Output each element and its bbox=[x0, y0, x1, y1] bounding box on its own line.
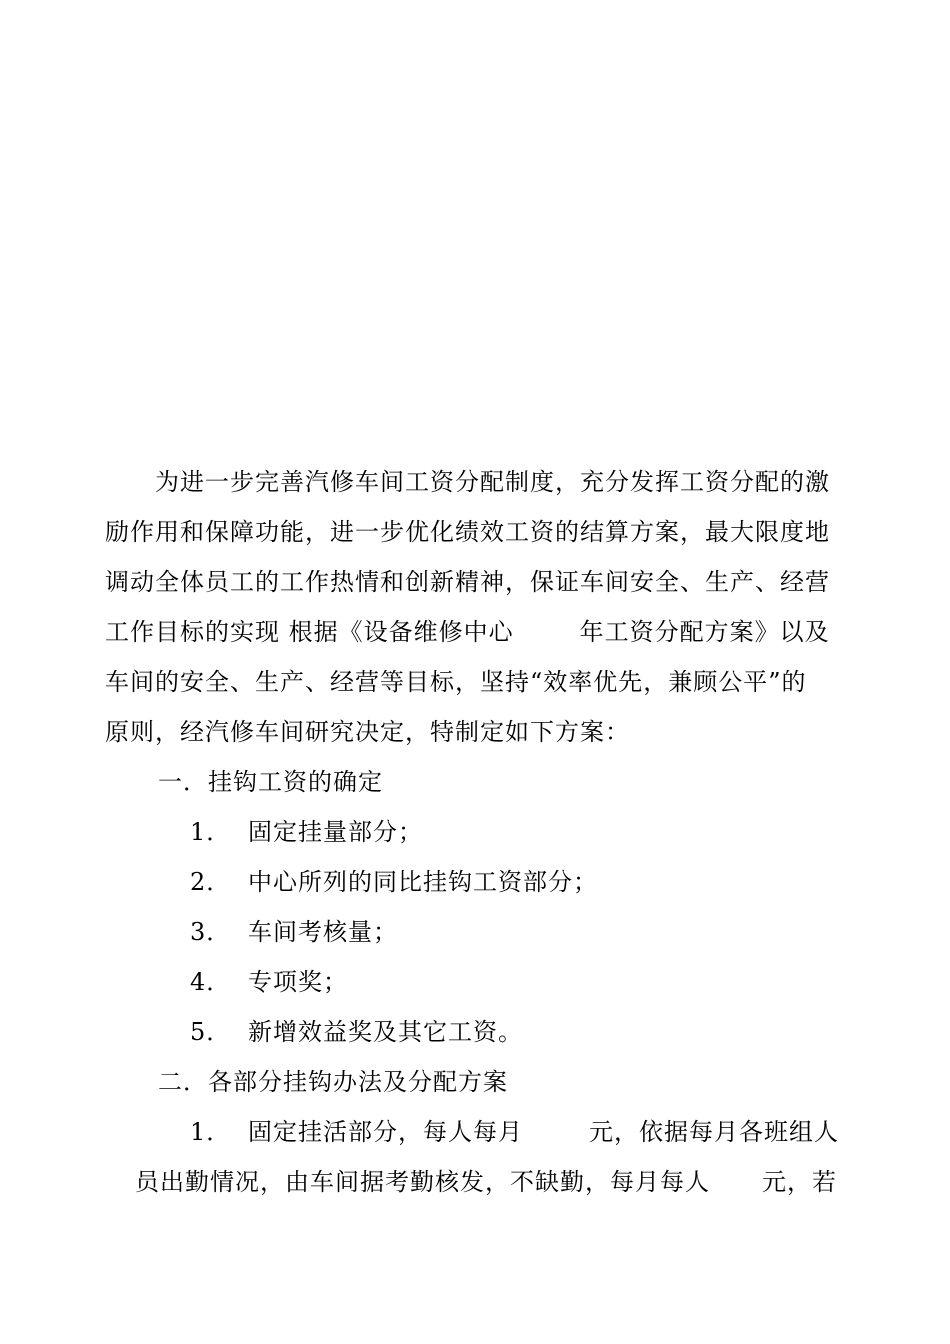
list-item-number: 4． bbox=[190, 968, 232, 996]
list-item-continuation bbox=[135, 1162, 837, 1197]
section-heading: 一．挂钩工资的确定 bbox=[158, 768, 383, 796]
list-item-number: 1． bbox=[190, 1118, 232, 1146]
intro-line-part: 工作目标的实现 根据《设备维修中心 bbox=[105, 618, 514, 646]
list-item-text: 车间考核量； bbox=[248, 918, 398, 946]
intro-line: 为进一步完善汽修车间工资分配制度，充分发挥工资分配的激 bbox=[155, 468, 830, 496]
list-item-number: 1． bbox=[190, 818, 232, 846]
list-item bbox=[190, 1012, 523, 1047]
list-item-text: 元，若 bbox=[762, 1168, 837, 1196]
list-item-text: 专项奖； bbox=[248, 968, 348, 996]
list-item-text: 固定挂量部分； bbox=[248, 818, 423, 846]
list-item-text: 中心所列的同比挂钩工资部分； bbox=[248, 868, 598, 896]
list-item-number: 2． bbox=[190, 868, 232, 896]
list-item-number: 3． bbox=[190, 918, 232, 946]
intro-line-part: 年工资分配方案》以及 bbox=[579, 618, 830, 646]
list-item bbox=[190, 1112, 839, 1147]
list-item-text: 新增效益奖及其它工资。 bbox=[248, 1018, 523, 1046]
intro-line bbox=[105, 612, 830, 647]
intro-line: 车间的安全、生产、经营等目标，坚持“效率优先，兼顾公平”的 bbox=[105, 668, 807, 696]
list-item-number: 5． bbox=[190, 1018, 232, 1046]
list-item bbox=[190, 862, 598, 897]
intro-line: 原则，经汽修车间研究决定，特制定如下方案： bbox=[105, 718, 630, 746]
list-item bbox=[190, 812, 423, 847]
list-item bbox=[190, 962, 348, 997]
list-item-text: 元，依据每月各班组人 bbox=[589, 1118, 839, 1146]
list-item bbox=[190, 912, 398, 947]
intro-line: 励作用和保障功能，进一步优化绩效工资的结算方案，最大限度地 bbox=[105, 518, 830, 546]
section-heading: 二．各部分挂钩办法及分配方案 bbox=[158, 1068, 508, 1096]
list-item-text: 固定挂活部分，每人每月 bbox=[248, 1118, 523, 1146]
intro-line: 调动全体员工的工作热情和创新精神，保证车间安全、生产、经营 bbox=[105, 568, 830, 596]
list-item-text: 员出勤情况，由车间据考勤核发，不缺勤，每月每人 bbox=[135, 1168, 710, 1196]
